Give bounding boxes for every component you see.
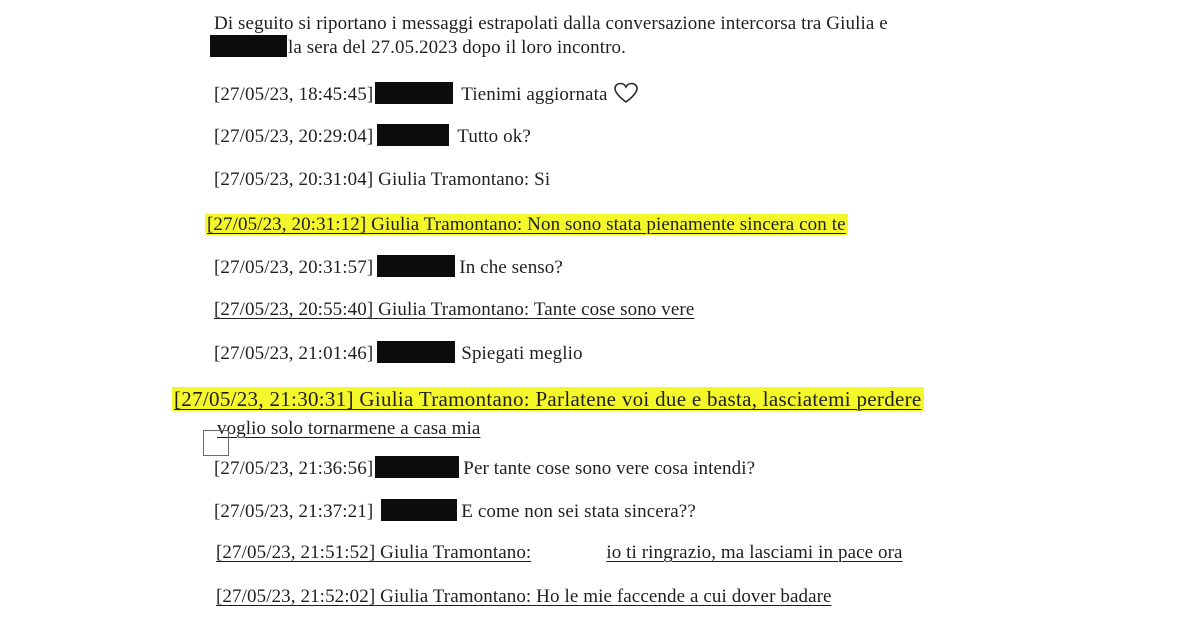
message-row [216,584,832,610]
heart-icon [614,82,638,112]
intro-text-2: la sera del 27.05.2023 dopo il loro incontro. [288,37,626,58]
highlighted-message [205,214,848,235]
message-row [216,540,903,566]
message-timestamp: [27/05/23, 18:45:45] [214,84,374,105]
message-row [214,341,583,367]
message-timestamp: [27/05/23, 21:30:31] [174,387,354,411]
message-text: Tutto ok? [457,126,531,147]
message-text: Spiegati meglio [461,343,583,364]
redaction-bar [377,255,455,277]
message-text: Non sono stata pienamente sincera con te [527,214,846,235]
message-timestamp: [27/05/23, 20:55:40] [214,299,374,320]
redaction-bar [377,124,449,146]
message-row [214,124,531,150]
message-text: Tante cose sono vere [533,299,695,320]
redaction-bar [377,341,455,363]
message-sender: Giulia Tramontano: [378,299,530,320]
message-text: Si [534,169,551,190]
message-timestamp: [27/05/23, 20:29:04] [214,126,374,147]
message-text: Ho le mie faccende a cui dover badare [536,586,832,607]
message-timestamp: [27/05/23, 20:31:57] [214,257,374,278]
message-timestamp: [27/05/23, 20:31:04] [214,169,374,190]
redaction-bar [210,35,287,57]
intro-text-1: Di seguito si riportano i messaggi estrapolati dalla conversazione intercorsa tra Giulia e [214,13,888,34]
intro-line-1 [214,11,888,37]
message-text: In che senso? [459,257,563,278]
message-timestamp: [27/05/23, 21:52:02] [216,586,376,607]
message-text: Tienimi aggiornata [461,84,608,105]
message-timestamp: [27/05/23, 21:51:52] [216,542,376,563]
highlighted-message [172,387,924,411]
message-row [214,297,694,323]
message-sender: Giulia Tramontano: [371,214,523,235]
message-text: E come non sei stata sincera?? [461,501,696,522]
message-text-continued: voglio solo tornarmene a casa mia [217,418,481,439]
intro-line-2 [210,35,626,61]
message-timestamp: [27/05/23, 21:36:56] [214,458,374,479]
message-row-highlighted [205,212,848,238]
redaction-bar [381,499,457,521]
annotation-checkbox [203,430,229,456]
message-sender: Giulia Tramontano: [380,586,532,607]
message-row [214,82,638,108]
message-sender: Giulia Tramontano: [359,387,530,411]
message-row [214,456,755,482]
message-row [214,255,563,281]
message-row [214,499,696,525]
message-sender: Giulia Tramontano: [378,169,530,190]
message-timestamp: [27/05/23, 21:37:21] [214,501,374,522]
message-timestamp: [27/05/23, 21:01:46] [214,343,374,364]
redaction-bar [375,456,459,478]
message-timestamp: [27/05/23, 20:31:12] [207,214,367,235]
redaction-bar [375,82,453,104]
message-sender: Giulia Tramontano: [380,542,532,563]
message-continuation [217,416,480,442]
message-text: Parlatene voi due e basta, lasciatemi perdere [535,387,922,411]
message-row [214,167,550,193]
message-row-highlighted [172,386,924,412]
message-text: Per tante cose sono vere cosa intendi? [463,458,756,479]
message-text: io ti ringrazio, ma lasciami in pace ora [606,542,903,563]
